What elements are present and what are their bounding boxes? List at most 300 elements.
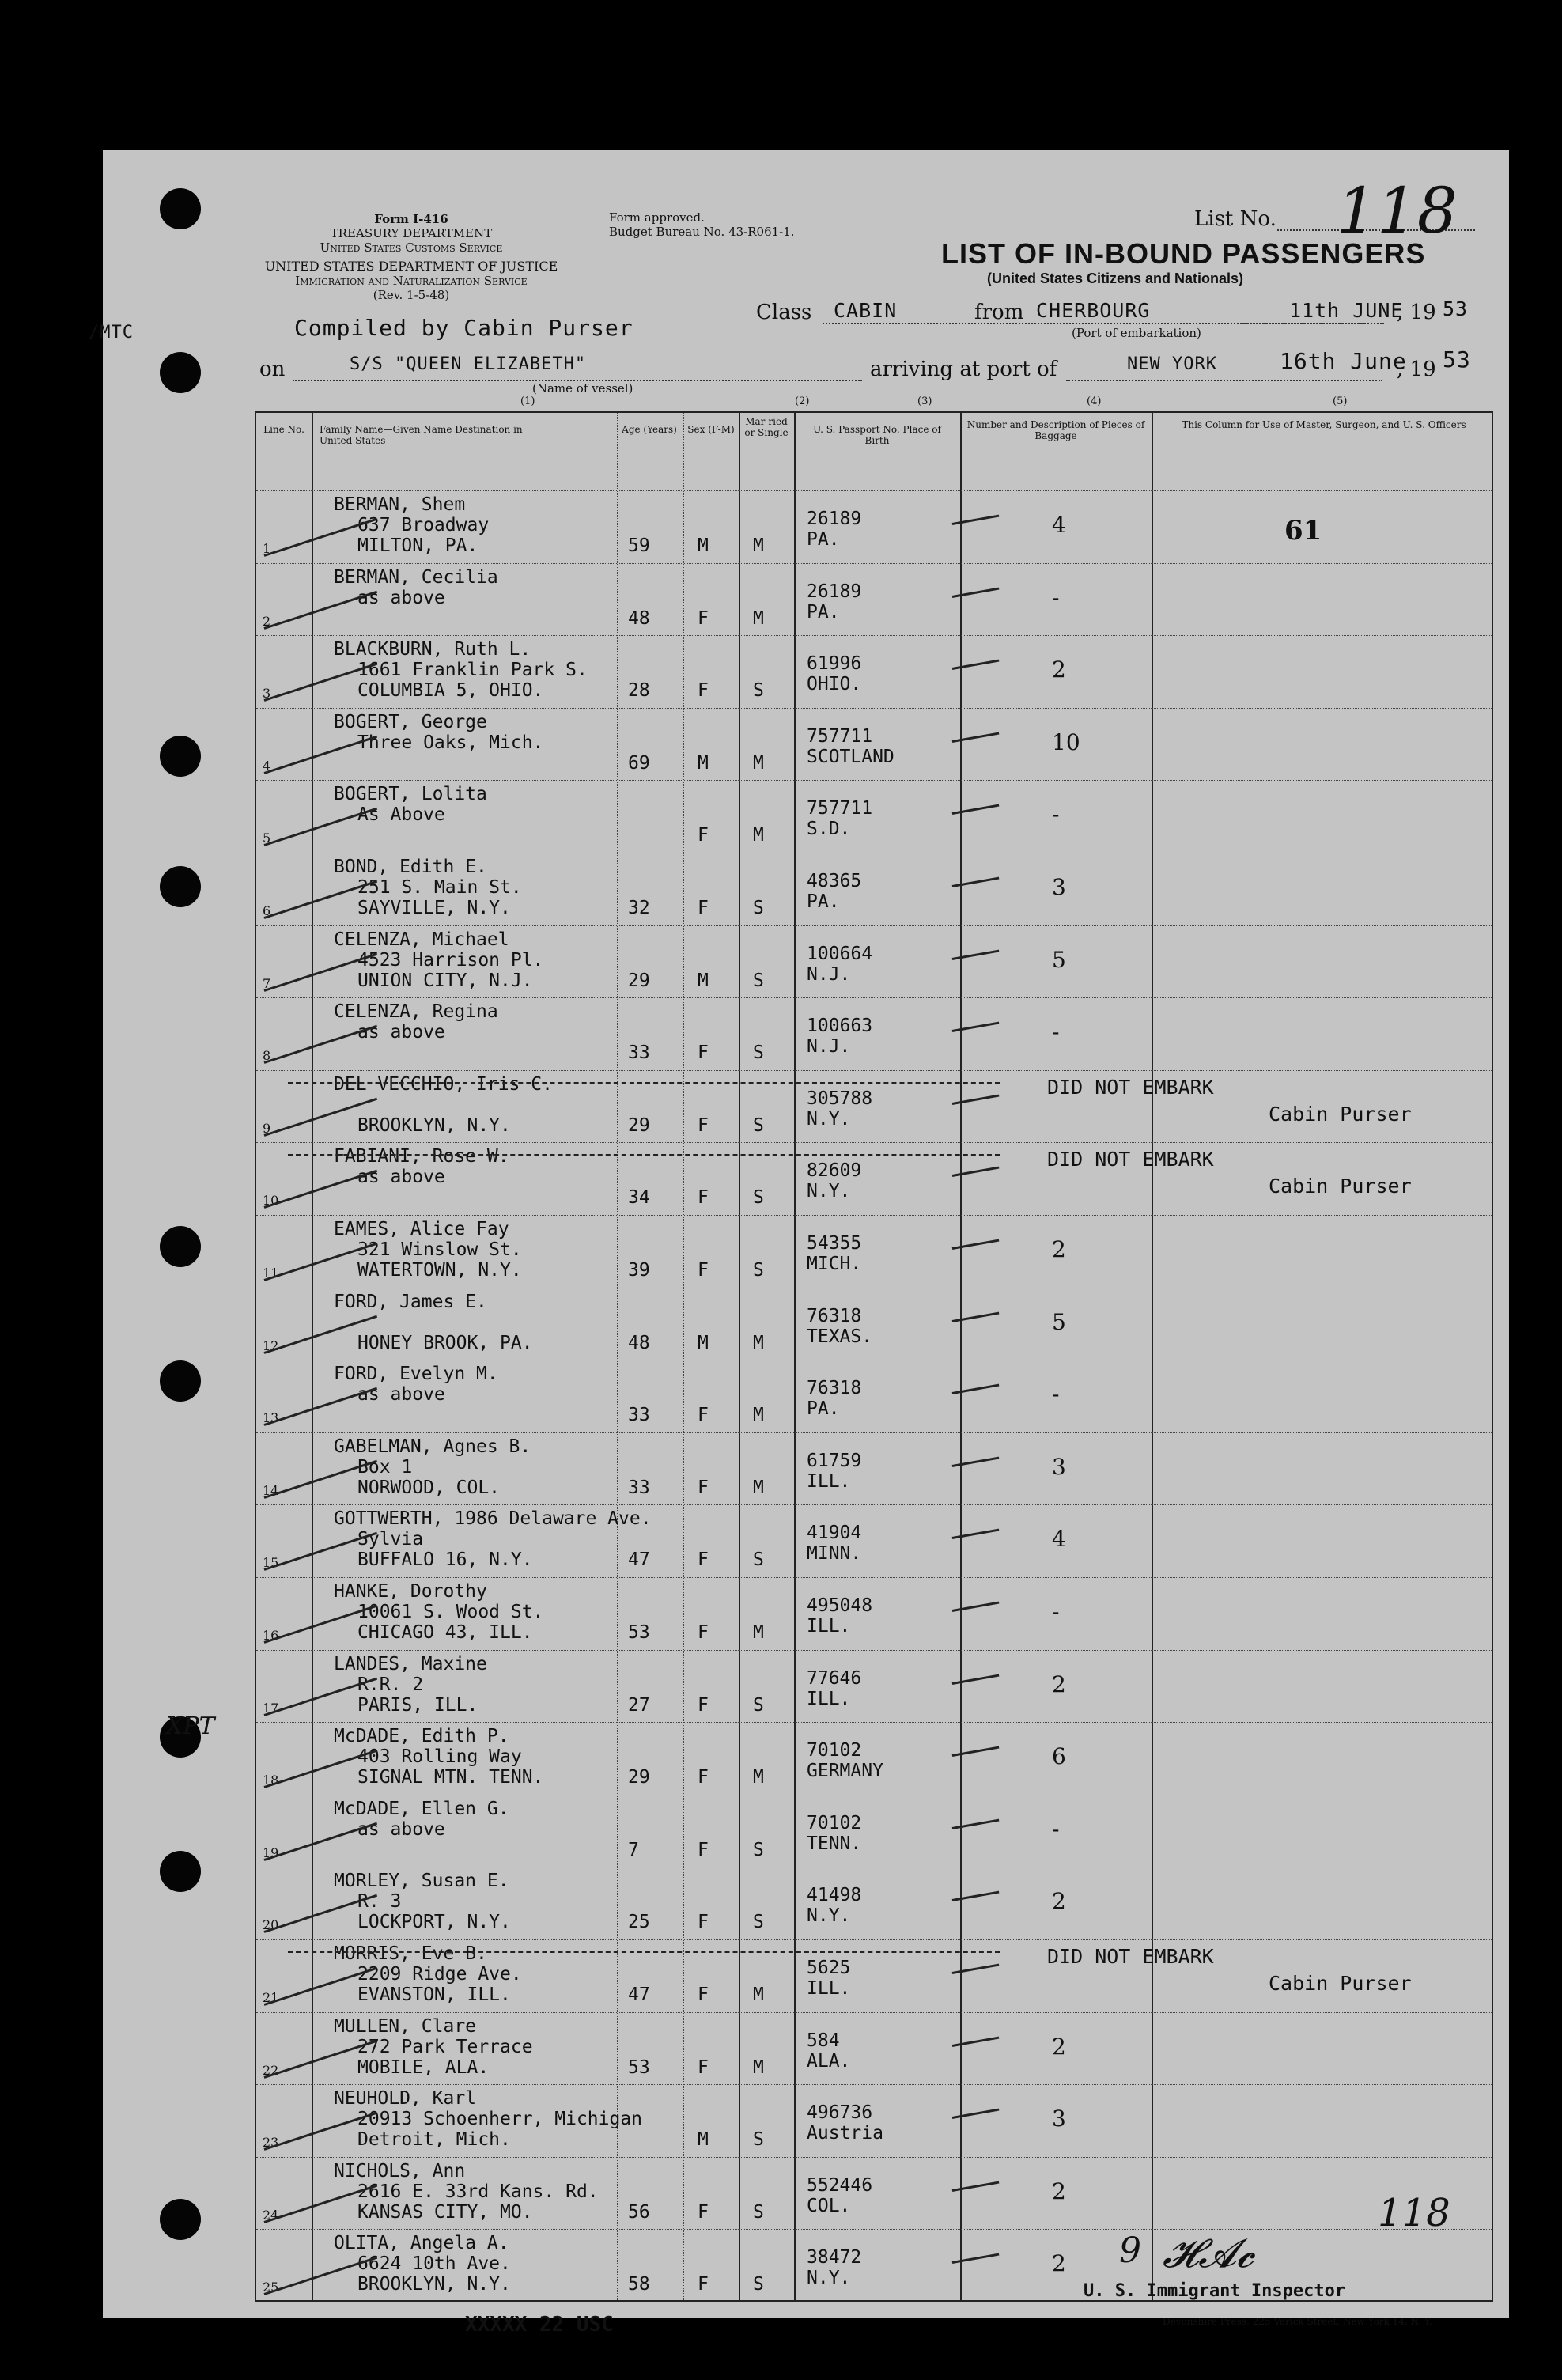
marital-status: M bbox=[753, 1767, 764, 1788]
baggage-count: - bbox=[1052, 1599, 1060, 1625]
marital-status: M bbox=[753, 2056, 764, 2078]
age-value: 33 bbox=[628, 1042, 650, 1064]
address-line-2: LOCKPORT, N.Y. bbox=[357, 1912, 511, 1933]
line-number: 18 bbox=[263, 1773, 279, 1788]
table-row bbox=[256, 2012, 1492, 2086]
line-number: 20 bbox=[263, 1917, 279, 1933]
place-of-birth: COL. bbox=[807, 2195, 851, 2216]
table-row bbox=[256, 853, 1492, 926]
place-of-birth: ILL. bbox=[807, 1616, 851, 1636]
passport-number: 41904 bbox=[807, 1523, 862, 1544]
check-mark bbox=[952, 1964, 1000, 1974]
punch-hole bbox=[160, 866, 201, 907]
table-row bbox=[256, 1432, 1492, 1506]
line-number: 19 bbox=[263, 1845, 279, 1860]
baggage-count: 2 bbox=[1052, 1888, 1066, 1915]
address-line-1: 403 Rolling Way bbox=[357, 1746, 522, 1768]
age-value: 27 bbox=[628, 1694, 650, 1716]
marital-status: S bbox=[753, 1114, 764, 1136]
baggage-count: 2 bbox=[1052, 1671, 1066, 1697]
place-of-birth: N.Y. bbox=[807, 1108, 851, 1129]
age-value: 7 bbox=[628, 1839, 639, 1860]
line-number: 5 bbox=[263, 831, 271, 846]
age-value: 33 bbox=[628, 1477, 650, 1498]
check-mark bbox=[264, 1822, 378, 1861]
age-value: 48 bbox=[628, 607, 650, 629]
marital-status: M bbox=[753, 752, 764, 774]
check-mark bbox=[952, 949, 1000, 959]
age-value: 29 bbox=[628, 1767, 650, 1788]
table-row bbox=[256, 1360, 1492, 1433]
check-mark bbox=[952, 877, 1000, 887]
line-number: 23 bbox=[263, 2135, 279, 2151]
table-row bbox=[256, 1142, 1492, 1216]
cabin-purser-signature: Cabin Purser bbox=[1269, 1102, 1412, 1126]
line-number: 16 bbox=[263, 1628, 279, 1643]
sex-value: F bbox=[698, 1622, 709, 1643]
col-num-1: (1) bbox=[520, 395, 535, 407]
address-line-1: as above bbox=[357, 1818, 445, 1840]
table-row bbox=[256, 925, 1492, 999]
list-no-label: List No. bbox=[1194, 207, 1276, 231]
check-mark bbox=[952, 1239, 1000, 1250]
passenger-name: NICHOLS, Ann bbox=[334, 2160, 466, 2181]
col-sex: Sex (F-M) bbox=[687, 424, 735, 435]
passenger-name: BERMAN, Shem bbox=[334, 494, 466, 515]
check-mark bbox=[952, 1311, 1000, 1322]
address-line-2: SAYVILLE, N.Y. bbox=[357, 898, 511, 918]
address-line-1: 10061 S. Wood St. bbox=[357, 1602, 544, 1622]
approved-text: Form approved. bbox=[609, 210, 705, 225]
punch-hole bbox=[160, 2199, 201, 2240]
check-mark bbox=[952, 1674, 1000, 1684]
form-subtitle: (United States Citizens and Nationals) bbox=[987, 271, 1244, 286]
line-number: 12 bbox=[263, 1338, 279, 1353]
table-row bbox=[256, 563, 1492, 637]
form-rev: (Rev. 1-5-48) bbox=[373, 288, 450, 302]
place-of-birth: PA. bbox=[807, 1398, 840, 1420]
check-mark bbox=[952, 732, 1000, 742]
address-line-1: 20913 Schoenherr, Michigan bbox=[357, 2109, 643, 2130]
place-of-birth: OHIO. bbox=[807, 674, 862, 695]
inspector-label: U. S. Immigrant Inspector bbox=[1084, 2281, 1346, 2301]
table-row bbox=[256, 708, 1492, 781]
sex-value: F bbox=[698, 1985, 709, 2005]
address-line-1: Three Oaks, Mich. bbox=[357, 732, 544, 753]
address-line-2: HONEY BROOK, PA. bbox=[357, 1332, 533, 1353]
line-number: 6 bbox=[263, 903, 271, 918]
baggage-count: 2 bbox=[1052, 2250, 1066, 2277]
class-value: CABIN bbox=[834, 299, 898, 322]
hand-nine: 9 bbox=[1119, 2231, 1141, 2271]
address-line-2: MILTON, PA. bbox=[357, 535, 478, 556]
passport-number: 100664 bbox=[807, 943, 873, 964]
sex-value: F bbox=[698, 1405, 709, 1426]
age-value: 69 bbox=[628, 752, 650, 774]
passport-number: 61759 bbox=[807, 1450, 862, 1471]
passport-number: 5625 bbox=[807, 1958, 851, 1978]
address-line-2: NORWOOD, COL. bbox=[357, 1477, 501, 1498]
sex-value: M bbox=[698, 970, 709, 991]
arrival-year: 53 bbox=[1443, 346, 1471, 373]
place-of-birth: S.D. bbox=[807, 819, 851, 840]
baggage-count: 2 bbox=[1052, 2033, 1066, 2060]
passenger-name: BOGERT, George bbox=[334, 711, 487, 732]
passport-number: 70102 bbox=[807, 1740, 862, 1761]
passenger-name: FABIANI, Rose W. bbox=[334, 1146, 509, 1167]
table-row bbox=[256, 1577, 1492, 1651]
age-value: 47 bbox=[628, 1985, 650, 2005]
strike-line bbox=[288, 1951, 1000, 1953]
check-mark bbox=[952, 804, 1000, 815]
baggage-count: 2 bbox=[1052, 656, 1066, 683]
punch-hole bbox=[160, 736, 201, 777]
baggage-count: - bbox=[1052, 584, 1060, 611]
marital-status: S bbox=[753, 970, 764, 991]
table-row bbox=[256, 780, 1492, 853]
place-of-birth: PA. bbox=[807, 529, 840, 550]
budget-text: Budget Bureau No. 43-R061-1. bbox=[609, 225, 795, 239]
passenger-name: CELENZA, Regina bbox=[334, 1001, 498, 1023]
check-mark bbox=[264, 1025, 378, 1064]
col-name: Family Name—Given Name Destination in United States bbox=[320, 424, 523, 446]
from-label: from bbox=[974, 301, 1024, 324]
line-number: 24 bbox=[263, 2207, 279, 2223]
passport-number: 61996 bbox=[807, 653, 862, 675]
passenger-name: BOGERT, Lolita bbox=[334, 784, 487, 805]
col-passport: U. S. Passport No. Place of Birth bbox=[813, 424, 941, 446]
marital-status: S bbox=[753, 1549, 764, 1571]
sex-value: F bbox=[698, 1042, 709, 1064]
line-number: 13 bbox=[263, 1410, 279, 1426]
sex-value: F bbox=[698, 1187, 709, 1209]
passenger-list-form bbox=[89, 150, 1509, 2336]
dept-treasury: TREASURY DEPARTMENT bbox=[330, 226, 493, 240]
table-row bbox=[256, 1795, 1492, 1868]
did-not-embark-note: DID NOT EMBARK bbox=[1047, 1148, 1214, 1171]
marital-status: M bbox=[753, 1332, 764, 1353]
passenger-table bbox=[255, 411, 1493, 2302]
address-line-1: as above bbox=[357, 1167, 445, 1188]
passenger-name: HANKE, Dorothy bbox=[334, 1581, 487, 1602]
marital-status: M bbox=[753, 1477, 764, 1498]
address-line-1: 1661 Franklin Park S. bbox=[357, 660, 588, 681]
line-number: 1 bbox=[263, 541, 271, 556]
dept-justice-sub: Immigration and Naturalization Service bbox=[295, 274, 528, 288]
did-not-embark-note: DID NOT EMBARK bbox=[1047, 1945, 1214, 1968]
cabin-purser-signature: Cabin Purser bbox=[1269, 1175, 1412, 1198]
passport-number: 76318 bbox=[807, 1378, 862, 1399]
check-mark bbox=[952, 587, 1000, 597]
check-mark bbox=[952, 660, 1000, 670]
place-of-birth: PA. bbox=[807, 891, 840, 912]
check-mark bbox=[952, 2181, 1000, 2191]
place-of-birth: MICH. bbox=[807, 1254, 862, 1274]
col-line: Line No. bbox=[263, 424, 304, 435]
line-number: 7 bbox=[263, 975, 271, 991]
check-mark bbox=[952, 2253, 1000, 2264]
table-row bbox=[256, 1504, 1492, 1578]
age-value: 29 bbox=[628, 1114, 650, 1136]
line-number: 14 bbox=[263, 1482, 279, 1498]
address-line-2: COLUMBIA 5, OHIO. bbox=[357, 680, 544, 702]
marital-status: S bbox=[753, 1912, 764, 1933]
punch-hole bbox=[160, 1360, 201, 1402]
place-of-birth: ILL. bbox=[807, 1470, 851, 1492]
baggage-count: 3 bbox=[1052, 1453, 1066, 1480]
sex-value: M bbox=[698, 535, 709, 556]
line-number: 3 bbox=[263, 686, 271, 702]
passport-number: 757711 bbox=[807, 725, 873, 747]
address-line-1: 2616 E. 33rd Kans. Rd. bbox=[357, 2181, 599, 2202]
passenger-name: BERMAN, Cecilia bbox=[334, 566, 498, 588]
sex-value: F bbox=[698, 680, 709, 702]
hand-count: 118 bbox=[1378, 2191, 1450, 2235]
officer-note: 61 bbox=[1284, 515, 1322, 547]
marital-status: S bbox=[753, 2201, 764, 2223]
line-number: 4 bbox=[263, 758, 271, 774]
address-line-1: Box 1 bbox=[357, 1456, 413, 1478]
sex-value: F bbox=[698, 1767, 709, 1788]
check-mark bbox=[952, 2109, 1000, 2119]
arrival-date: 16th June bbox=[1280, 348, 1407, 374]
col-num-5: (5) bbox=[1333, 395, 1348, 407]
check-mark bbox=[952, 1456, 1000, 1466]
punch-hole bbox=[160, 1851, 201, 1892]
passport-number: 77646 bbox=[807, 1667, 862, 1689]
baggage-count: 10 bbox=[1052, 728, 1080, 755]
age-value: 56 bbox=[628, 2201, 650, 2223]
sex-value: F bbox=[698, 1549, 709, 1571]
passport-number: 552446 bbox=[807, 2174, 873, 2196]
address-line-1: as above bbox=[357, 1384, 445, 1406]
embark-date-underline bbox=[1242, 323, 1384, 324]
age-value: 39 bbox=[628, 1260, 650, 1281]
form-id: Form I-416 bbox=[374, 212, 448, 226]
table-row bbox=[256, 1939, 1492, 2013]
line-number: 21 bbox=[263, 1990, 279, 2005]
sex-value: F bbox=[698, 2274, 709, 2295]
sex-value: F bbox=[698, 1694, 709, 1716]
passport-number: 496736 bbox=[807, 2102, 873, 2124]
baggage-count: 5 bbox=[1052, 946, 1066, 973]
marital-status: M bbox=[753, 1405, 764, 1426]
passenger-name: McDADE, Ellen G. bbox=[334, 1798, 509, 1819]
address-line-1: as above bbox=[357, 1022, 445, 1043]
address-line-2: UNION CITY, N.J. bbox=[357, 970, 533, 991]
check-mark bbox=[952, 1167, 1000, 1177]
table-row bbox=[256, 1070, 1492, 1144]
check-mark bbox=[952, 1602, 1000, 1612]
address-line-1: 251 S. Main St. bbox=[357, 877, 522, 898]
baggage-count: 4 bbox=[1052, 512, 1066, 538]
passport-number: 757711 bbox=[807, 798, 873, 819]
line-number: 22 bbox=[263, 2062, 279, 2078]
marital-status: M bbox=[753, 535, 764, 556]
address-line-1: 6624 10th Ave. bbox=[357, 2253, 511, 2275]
punch-hole bbox=[160, 1226, 201, 1267]
age-value: 58 bbox=[628, 2274, 650, 2295]
check-mark bbox=[264, 808, 378, 846]
passport-number: 38472 bbox=[807, 2247, 862, 2268]
passenger-name: CELENZA, Michael bbox=[334, 929, 509, 950]
table-row bbox=[256, 1215, 1492, 1288]
printer-footer: Devonshire Press, 225 Varick Street, New York 14, N. Y. bbox=[1163, 2316, 1433, 2327]
table-row bbox=[256, 2084, 1492, 2158]
age-value: 53 bbox=[628, 2056, 650, 2078]
table-row bbox=[256, 490, 1492, 564]
punch-hole bbox=[160, 352, 201, 393]
passenger-name: FORD, James E. bbox=[334, 1291, 487, 1312]
age-value: 59 bbox=[628, 535, 650, 556]
sex-value: F bbox=[698, 1260, 709, 1281]
passenger-name: MORLEY, Susan E. bbox=[334, 1871, 509, 1892]
address-line-2: EVANSTON, ILL. bbox=[357, 1985, 511, 2005]
passport-number: 100663 bbox=[807, 1016, 873, 1037]
check-mark bbox=[952, 2036, 1000, 2046]
place-of-birth: SCOTLAND bbox=[807, 746, 894, 767]
cabin-purser-signature: Cabin Purser bbox=[1269, 1972, 1412, 1995]
passport-number: 495048 bbox=[807, 1595, 873, 1616]
address-line-2: MOBILE, ALA. bbox=[357, 2056, 490, 2078]
passport-number: 48365 bbox=[807, 871, 862, 891]
address-line-1: Sylvia bbox=[357, 1529, 424, 1550]
passenger-name: FORD, Evelyn M. bbox=[334, 1364, 498, 1385]
strike-line bbox=[288, 1154, 1000, 1156]
check-mark bbox=[264, 1387, 378, 1426]
table-row bbox=[256, 1650, 1492, 1724]
baggage-count: 5 bbox=[1052, 1308, 1066, 1335]
baggage-count: 3 bbox=[1052, 874, 1066, 900]
check-mark bbox=[952, 1022, 1000, 1032]
age-value: 32 bbox=[628, 898, 650, 918]
table-row bbox=[256, 1722, 1492, 1795]
address-line-2: BROOKLYN, N.Y. bbox=[357, 1114, 511, 1136]
marital-status: S bbox=[753, 1260, 764, 1281]
table-row bbox=[256, 635, 1492, 709]
line-number: 9 bbox=[263, 1120, 271, 1136]
passport-number: 82609 bbox=[807, 1160, 862, 1182]
marital-status: S bbox=[753, 1694, 764, 1716]
col-married: Mar-ried or Single bbox=[744, 416, 789, 438]
place-of-birth: N.Y. bbox=[807, 2268, 851, 2289]
address-line-2: KANSAS CITY, MO. bbox=[357, 2201, 533, 2223]
line-number: 11 bbox=[263, 1266, 279, 1281]
place-of-birth: N.Y. bbox=[807, 1905, 851, 1927]
age-value: 29 bbox=[628, 970, 650, 991]
arrival-year-prefix: , 19 bbox=[1397, 358, 1436, 381]
dept-treasury-sub: United States Customs Service bbox=[320, 240, 503, 255]
address-line-1: 2209 Ridge Ave. bbox=[357, 1964, 522, 1985]
sex-value: F bbox=[698, 2201, 709, 2223]
embark-year: 53 bbox=[1443, 297, 1469, 320]
on-label: on bbox=[259, 358, 286, 381]
age-value: 25 bbox=[628, 1912, 650, 1933]
age-value: 28 bbox=[628, 680, 650, 702]
usc-footer: XXXXX 22 USC bbox=[465, 2313, 614, 2336]
sex-value: F bbox=[698, 1477, 709, 1498]
baggage-count: - bbox=[1052, 1381, 1060, 1408]
check-mark bbox=[952, 1529, 1000, 1539]
table-row bbox=[256, 1867, 1492, 1940]
address-line-2: Detroit, Mich. bbox=[357, 2129, 511, 2151]
marital-status: M bbox=[753, 1622, 764, 1643]
passenger-name: OLITA, Angela A. bbox=[334, 2233, 509, 2254]
passenger-name: NEUHOLD, Karl bbox=[334, 2088, 477, 2109]
passport-number: 41498 bbox=[807, 1885, 862, 1906]
age-value: 33 bbox=[628, 1405, 650, 1426]
compiled-by: Compiled by Cabin Purser bbox=[294, 315, 633, 341]
passenger-name: DEL VECCHIO, Iris C. bbox=[334, 1073, 553, 1095]
arrival-port-underline bbox=[1066, 380, 1382, 381]
address-line-2: BUFFALO 16, N.Y. bbox=[357, 1549, 533, 1571]
check-mark bbox=[952, 1384, 1000, 1394]
baggage-count: 3 bbox=[1052, 2106, 1066, 2132]
form-approval bbox=[609, 210, 795, 239]
passport-number: 70102 bbox=[807, 1812, 862, 1833]
address-line-1: As Above bbox=[357, 804, 445, 826]
passport-number: 76318 bbox=[807, 1305, 862, 1326]
address-line-1: R. 3 bbox=[357, 1891, 402, 1913]
form-title: LIST OF IN-BOUND PASSENGERS bbox=[941, 237, 1426, 270]
address-line-2: SIGNAL MTN. TENN. bbox=[357, 1767, 544, 1788]
marital-status: S bbox=[753, 2274, 764, 2295]
passport-number: 26189 bbox=[807, 581, 862, 602]
passenger-name: BOND, Edith E. bbox=[334, 857, 487, 877]
xpt-mark: XPT bbox=[166, 1712, 215, 1740]
address-line-1: 4523 Harrison Pl. bbox=[357, 949, 544, 971]
embark-year-prefix: , 19 bbox=[1397, 301, 1436, 324]
address-line-2: BROOKLYN, N.Y. bbox=[357, 2274, 511, 2295]
place-of-birth: TEXAS. bbox=[807, 1326, 873, 1347]
baggage-count: 2 bbox=[1052, 1236, 1066, 1262]
place-of-birth: MINN. bbox=[807, 1543, 862, 1565]
sex-value: F bbox=[698, 898, 709, 918]
marital-status: S bbox=[753, 1187, 764, 1209]
passenger-name: BLACKBURN, Ruth L. bbox=[334, 639, 531, 660]
table-row bbox=[256, 997, 1492, 1071]
col-baggage: Number and Description of Pieces of Baggage bbox=[966, 419, 1145, 441]
baggage-count: 4 bbox=[1052, 1526, 1066, 1553]
baggage-count: - bbox=[1052, 1815, 1060, 1842]
passenger-name: EAMES, Alice Fay bbox=[334, 1219, 509, 1239]
col-age: Age (Years) bbox=[622, 424, 677, 435]
baggage-count: 2 bbox=[1052, 2178, 1066, 2204]
dept-justice: UNITED STATES DEPARTMENT OF JUSTICE bbox=[264, 259, 558, 274]
place-of-birth: ALA. bbox=[807, 2050, 851, 2072]
address-line-1: R.R. 2 bbox=[357, 1674, 424, 1695]
place-of-birth: ILL. bbox=[807, 1978, 851, 1999]
line-number: 10 bbox=[263, 1193, 279, 1209]
from-value: CHERBOURG bbox=[1036, 299, 1151, 322]
place-of-birth: GERMANY bbox=[807, 1761, 883, 1782]
age-value: 34 bbox=[628, 1187, 650, 1209]
marital-status: M bbox=[753, 1985, 764, 2005]
col-num-2: (2) bbox=[795, 395, 810, 407]
baggage-count: - bbox=[1052, 801, 1060, 828]
strike-line bbox=[288, 1082, 1000, 1084]
vessel-name: S/S "QUEEN ELIZABETH" bbox=[350, 354, 587, 374]
punch-hole bbox=[160, 188, 201, 229]
place-of-birth: PA. bbox=[807, 601, 840, 622]
place-of-birth: TENN. bbox=[807, 1833, 862, 1854]
passport-number: 26189 bbox=[807, 509, 862, 529]
vessel-caption: (Name of vessel) bbox=[532, 381, 633, 395]
address-line-2: WATERTOWN, N.Y. bbox=[357, 1260, 522, 1281]
col-num-3: (3) bbox=[917, 395, 932, 407]
mtc-mark: /MTC bbox=[89, 323, 134, 342]
marital-status: M bbox=[753, 607, 764, 629]
